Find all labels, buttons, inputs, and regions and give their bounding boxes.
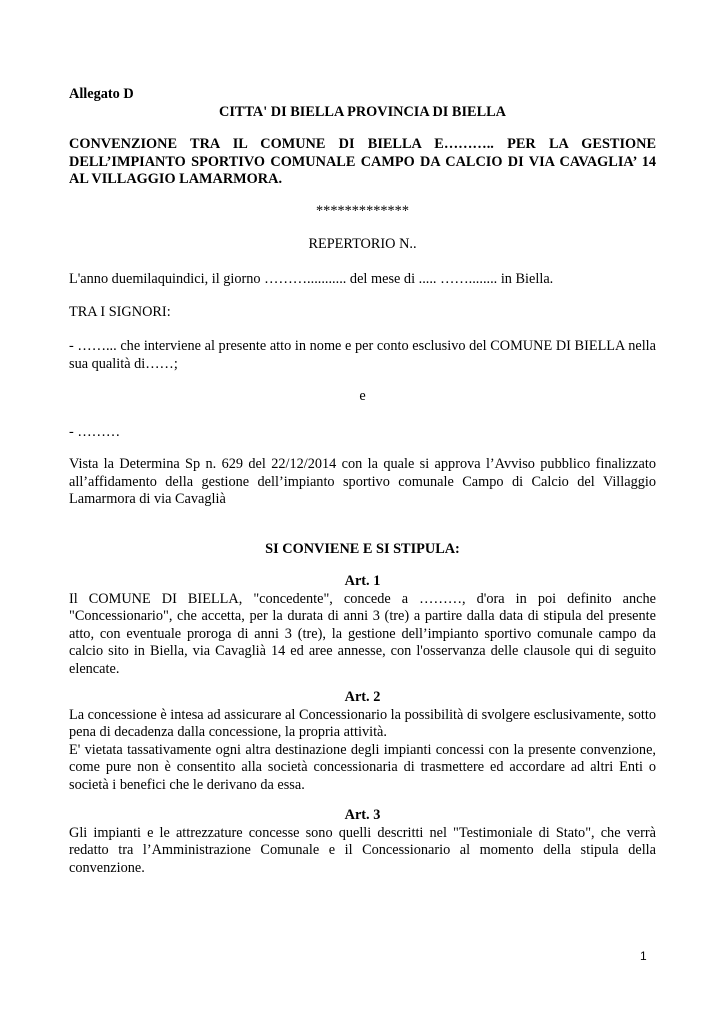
date-line: L'anno duemilaquindici, il giorno ………........... del mese di ..... ……........ in Biella.	[69, 271, 554, 287]
between-label: TRA I SIGNORI:	[69, 304, 171, 320]
article-title: Art. 1	[344, 573, 381, 589]
conjunction: e	[359, 388, 366, 404]
repertorio-number: REPERTORIO N..	[308, 236, 417, 252]
article-paragraph: Il COMUNE DI BIELLA, "concedente", concede a ………, d'ora in poi definito anche "Concessionario", che accetta, per la durata di anni 3 (tre) a partire dalla data di stipula del presente atto, con eventuale proroga di anni 3 (tre), la gestione dell’impianto sportivo comunale campo da calcio sito in Biella, via Cavaglià 14 ed aree annesse, con l'osservanza delle clausole qui di seguito elencate.	[69, 590, 656, 677]
article-paragraph: La concessione è intesa ad assicurare al Concessionario la possibilità di svolgere esclusivamente, sotto pena di decadenza dalla concessione, la propria attività.	[69, 706, 656, 740]
article-paragraph: E' vietata tassativamente ogni altra destinazione degli impianti concessi con la presente convenzione, come pure non è consentito alla società concessionaria di trasmettere ed accordare ad altri Enti o società i benefici che le derivano da essa.	[69, 741, 656, 793]
city-heading: CITTA' DI BIELLA PROVINCIA DI BIELLA	[219, 104, 506, 120]
article-2	[69, 689, 656, 794]
first-party: - ……... che interviene al presente atto in nome e per conto esclusivo del COMUNE DI BIELLA nella sua qualità di……;	[69, 338, 656, 372]
page-number: 1	[640, 949, 647, 963]
document-title: CONVENZIONE TRA IL COMUNE DI BIELLA E……….. PER LA GESTIONE DELL’IMPIANTO SPORTIVO COMUNALE CAMPO DA CALCIO DI VIA CAVAGLIA’ 14 AL VILLAGGIO LAMARMORA.	[69, 136, 656, 187]
article-title: Art. 2	[344, 689, 381, 705]
second-party: - ………	[69, 424, 121, 440]
determina-paragraph: Vista la Determina Sp n. 629 del 22/12/2014 con la quale si approva l’Avviso pubblico finalizzato all’affidamento della gestione dell’impianto sportivo comunale Campo di Calcio del Villaggio Lamarmora di via Cavaglià	[69, 456, 656, 507]
article-3	[69, 807, 656, 877]
separator-stars: *************	[316, 203, 409, 219]
article-1	[69, 573, 656, 678]
article-title: Art. 3	[344, 807, 381, 823]
agreement-heading: SI CONVIENE E SI STIPULA:	[265, 541, 460, 557]
annex-label: Allegato D	[69, 86, 134, 102]
article-paragraph: Gli impianti e le attrezzature concesse sono quelli descritti nel "Testimoniale di Stato", che verrà redatto tra l’Amministrazione Comunale e il Concessionario al momento della stipula della convenzione.	[69, 824, 656, 876]
